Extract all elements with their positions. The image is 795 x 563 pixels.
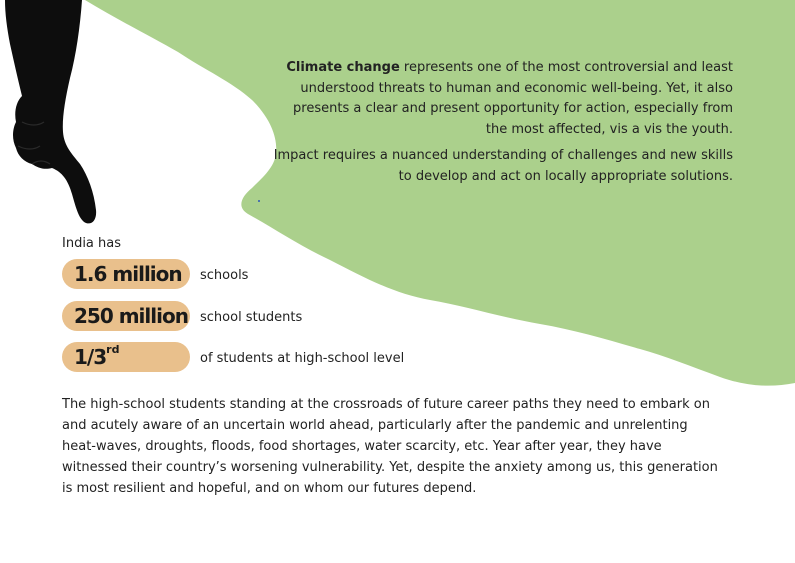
intro-text — [270, 58, 733, 193]
intro-paragraph-2: Impact requires a nuanced understanding of challenges and new skills to develop and act on locally appropriate solutions. — [273, 148, 733, 184]
decorative-dot — [258, 200, 260, 202]
intro-paragraph-1-rest: represents one of the most controversial and least understood threats to human and economic well-being. Yet, it also presents a clear and present opportunity for action, especially from the most affected, vis a vis the youth. — [293, 60, 733, 137]
body-paragraph: The high-school students standing at the crossroads of future career paths they need to embark on and acutely aware of an uncertain world ahead, particularly after the pandemic and unrelenting heat-waves, droughts, floods, food shortages, water scarcity, etc. Year after year, they have witnessed their country’s worsening vulnerability. Yet, despite the anxiety among us, this generation is most resilient and hopeful, and on whom our futures depend. — [62, 397, 718, 496]
intro-paragraph-1 — [270, 58, 733, 140]
stat-value: 250 million — [74, 304, 188, 328]
stat-label: schools — [200, 268, 249, 283]
stat-label: school students — [200, 310, 303, 325]
india-has-label: India has — [62, 236, 122, 251]
intro-bold-lead: Climate change — [286, 60, 400, 75]
pointing-hand-icon — [0, 0, 130, 230]
stat-label: of students at high-school level — [200, 351, 405, 366]
stat-suffix: rd — [106, 343, 120, 356]
stat-value: 1/3rd — [74, 343, 120, 369]
stat-value: 1.6 million — [74, 262, 182, 286]
